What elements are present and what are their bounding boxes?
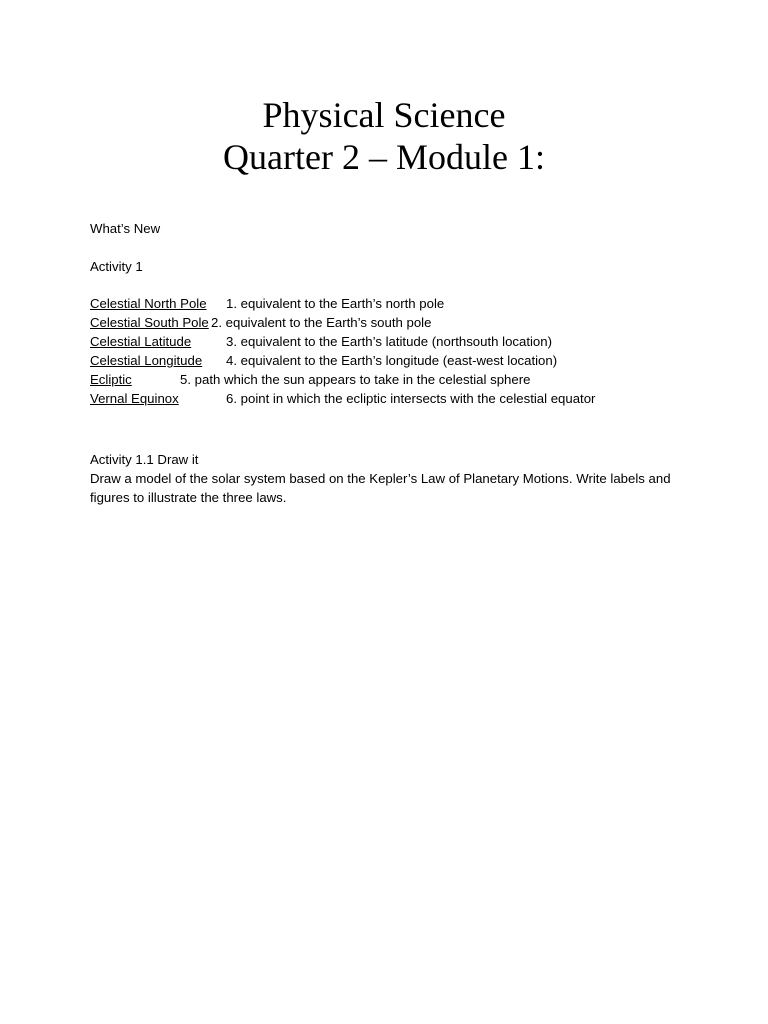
- activity-1-1-heading: Activity 1.1 Draw it: [90, 452, 199, 467]
- list-item: [90, 332, 730, 351]
- title-line-2: Quarter 2 – Module 1:: [223, 137, 545, 177]
- definition-2: 2. equivalent to the Earth’s south pole: [211, 315, 432, 330]
- list-item: [90, 351, 730, 370]
- term-celestial-south-pole: Celestial South Pole: [90, 315, 209, 330]
- definition-5: 5. path which the sun appears to take in the celestial sphere: [180, 372, 531, 387]
- term-vernal-equinox: Vernal Equinox: [90, 391, 179, 406]
- definition-4: 4. equivalent to the Earth’s longitude (east-west location): [226, 353, 558, 368]
- term-celestial-longitude: Celestial Longitude: [90, 353, 203, 368]
- section-heading-whats-new: What’s New: [90, 221, 161, 236]
- document-title: [0, 94, 768, 178]
- list-item: [90, 370, 730, 389]
- list-item: [90, 313, 730, 332]
- term-definition-list: [90, 294, 730, 408]
- activity-1-heading: Activity 1: [90, 259, 143, 274]
- term-celestial-latitude: Celestial Latitude: [90, 334, 192, 349]
- activity-1-1-instruction: Draw a model of the solar system based on the Kepler’s Law of Planetary Motions. Write labels and figures to illustrate the three laws.: [90, 471, 671, 505]
- term-celestial-north-pole: Celestial North Pole: [90, 296, 207, 311]
- activity-1-1-section: [90, 450, 690, 507]
- answer-blank-line: [135, 370, 180, 389]
- list-item: [90, 389, 730, 408]
- term-ecliptic: Ecliptic: [90, 372, 132, 387]
- title-line-1: Physical Science: [262, 95, 506, 135]
- answer-blank-line: [207, 351, 225, 370]
- definition-1: 1. equivalent to the Earth’s north pole: [226, 296, 445, 311]
- definition-6: 6. point in which the ecliptic intersects with the celestial equator: [226, 391, 596, 406]
- definition-3: 3. equivalent to the Earth’s latitude (northsouth location): [226, 334, 552, 349]
- list-item: [90, 294, 730, 313]
